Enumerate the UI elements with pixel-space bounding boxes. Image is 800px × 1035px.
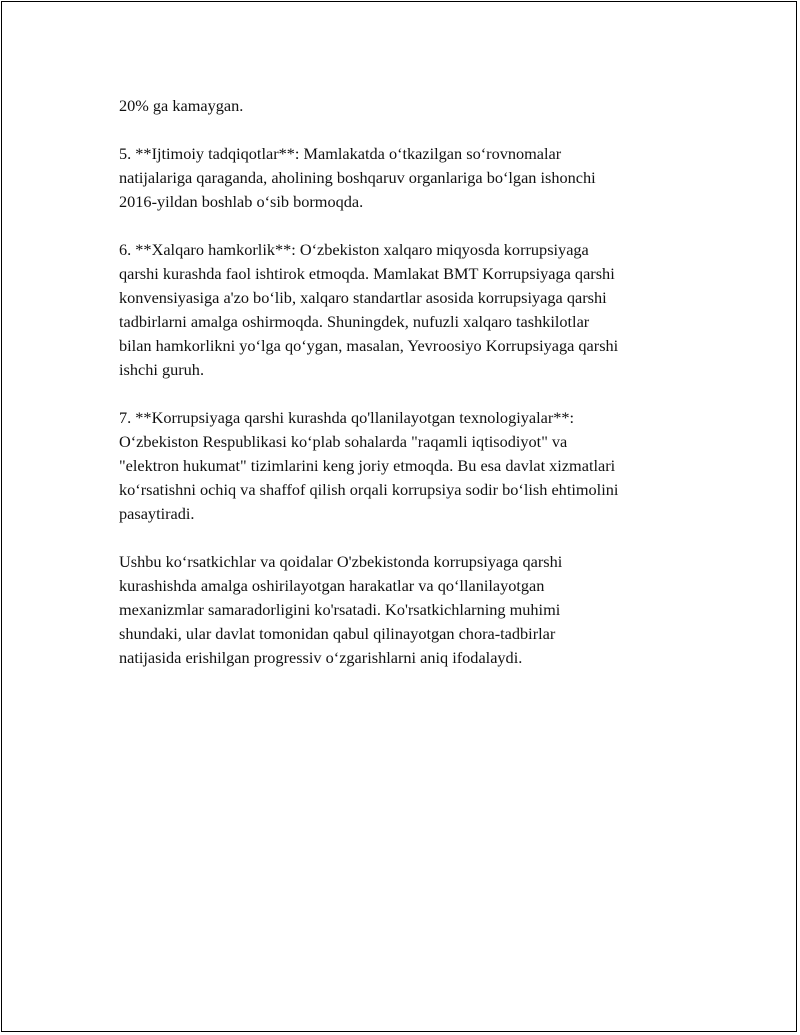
page — [1, 1, 797, 1032]
paragraph-item-5: 5. **Ijtimoiy tadqiqotlar**: Mamlakatda o‘tkazilgan so‘rovnomalar natijalariga qaraganda, aholining boshqaruv organlariga bo‘lgan ishonchi 2016-yildan boshlab o‘sib bormoqda. — [119, 144, 596, 211]
paragraph-conclusion: Ushbu ko‘rsatkichlar va qoidalar O'zbekistonda korrupsiyaga qarshi kurashishda amalga oshirilayotgan harakatlar va qo‘llanilayotgan mexanizmlar samaradorligini ko'rsatadi. Ko'rsatkichlarning muhimi shundaki, ular davlat tomonidan qabul qilinayotgan chora-tadbirlar natijasida erishilgan progressiv o‘zgarishlarni aniq ifodalaydi. — [119, 552, 563, 667]
paragraph-item-7: 7. **Korrupsiyaga qarshi kurashda qo'llanilayotgan texnologiyalar**: O‘zbekiston Respublikasi ko‘plab sohalarda "raqamli iqtisodiyot" va "elektron hukumat" tizimlarini keng joriy etmoqda. Bu esa davlat xizmatlari ko‘rsatishni ochiq va shaffof qilish orqali korrupsiya sodir bo‘lish ehtimolini pasaytiradi. — [119, 408, 619, 523]
paragraph-continuation: 20% ga kamaygan. — [119, 96, 244, 115]
document-body — [119, 94, 699, 694]
paragraph-item-6: 6. **Xalqaro hamkorlik**: O‘zbekiston xalqaro miqyosda korrupsiyaga qarshi kurashda faol ishtirok etmoqda. Mamlakat BMT Korrupsiyaga qarshi konvensiyasiga a'zo bo‘lib, xalqaro standartlar asosida korrupsiyaga qarshi tadbirlarni amalga oshirmoqda. Shuningdek, nufuzli xalqaro tashkilotlar bilan hamkorlikni yo‘lga qo‘ygan, masalan, Yevroosiyo Korrupsiyaga qarshi ishchi guruh. — [119, 240, 619, 379]
